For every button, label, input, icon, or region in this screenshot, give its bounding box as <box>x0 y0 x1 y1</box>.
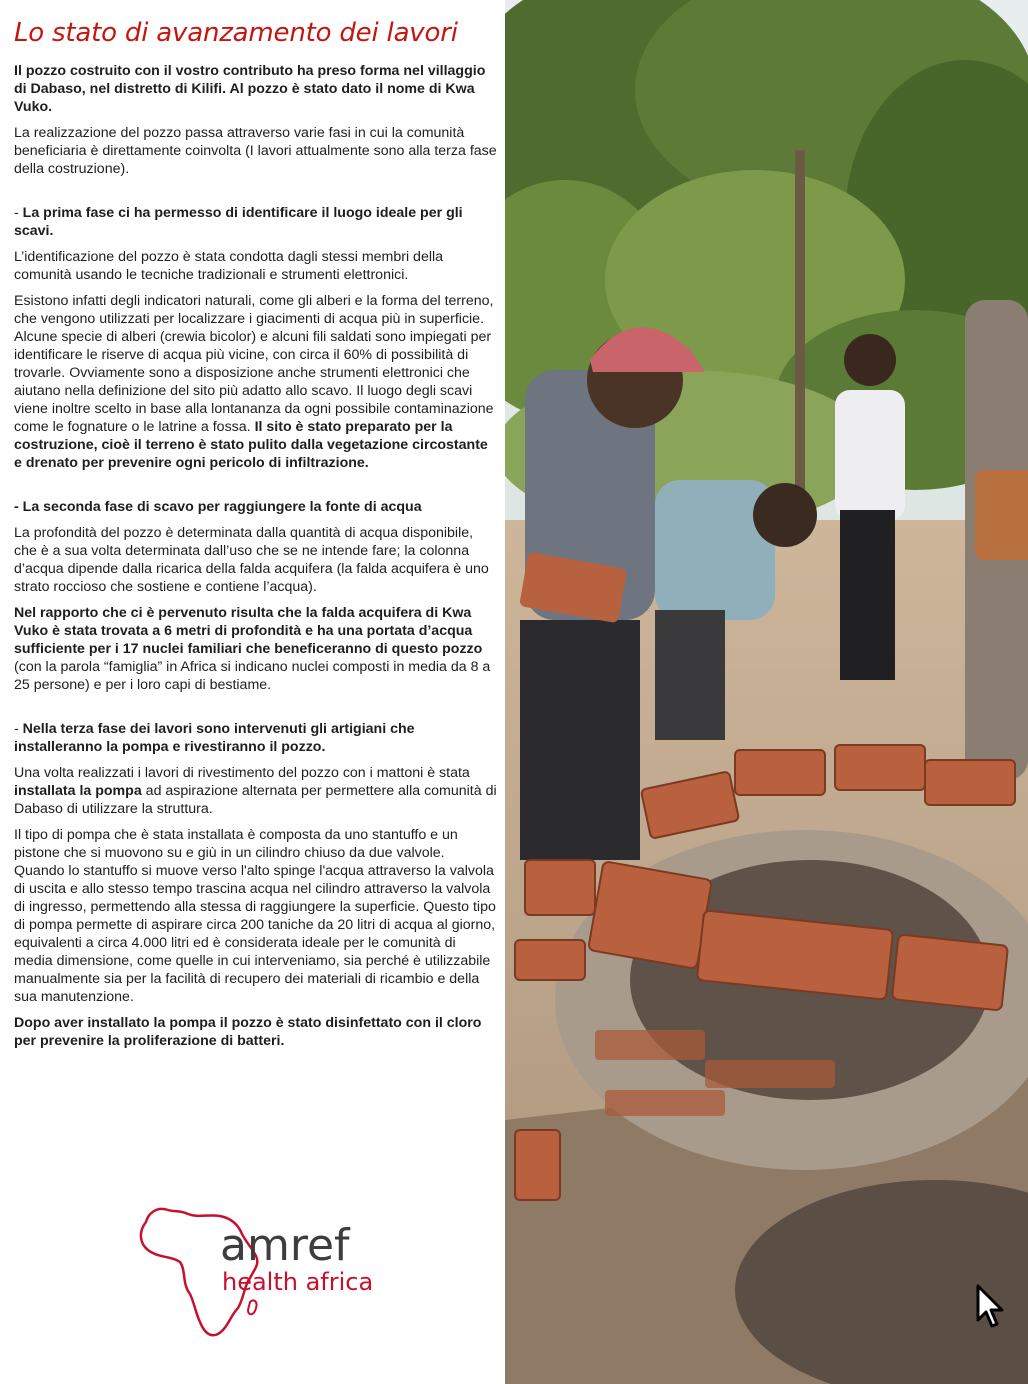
phase3-paragraph-2: Il tipo di pompa che è stata installata è composta da uno stantuffo e un pistone che si muovono su e giù in un cilindro chiuso da due valvole. Quando lo stantuffo si muove verso l'alto spinge l'acqua attraverso la valvola di uscita e allo stesso tempo trascina acqua nel cilindro attraverso la valvola di ingresso, permettendo alla stessa di raggiungere la superficie. Questo tipo di pompa permette di aspirare circa 200 taniche da 20 litri di acqua al giorno, equivalenti a circa 4.000 litri ed è considerata ideale per le comunità di media dimensione, come quelle in cui interveniamo, sia perché è utilizzabile manualmente sia per la facilità di recupero dei materiali di ricambio e della sua manutenzione. <box>14 827 496 1005</box>
amref-logo <box>138 1198 398 1343</box>
phase3-p1-a: Una volta realizzati i lavori di rivestimento del pozzo con i mattoni è stata <box>14 765 470 781</box>
phase1-p2-text: Esistono infatti degli indicatori naturali, come gli alberi e la forma del terreno, che vengono utilizzati per localizzare i giacimenti di acqua più in superficie. Alcune specie di alberi (crewia bicolor) e alcuni fili saldati sono impiegati per identificare le riserve di acqua più vicine, con circa il 60% di possibilità di trovarle. Ovviamente sono a disposizione anche strumenti elettronici che aiutano nella definizione del sito più adatto allo scavo. Il luogo degli scavi viene inoltre scelto in base alla lontananza da ogni possibile contaminazione come le fognature o le latrine a fossa. <box>14 293 494 435</box>
phase1-paragraph-2 <box>14 292 498 472</box>
well-construction-photo <box>505 0 1028 1384</box>
mouse-cursor-icon <box>976 1284 1006 1332</box>
intro-paragraph: La realizzazione del pozzo passa attraverso varie fasi in cui la comunità beneficiaria è direttamente coinvolta (I lavori attualmente sono alla terza fase della costruzione). <box>14 125 497 177</box>
phase1-heading-text: La prima fase ci ha permesso di identificare il luogo ideale per gli scavi. <box>14 205 463 239</box>
phase3-dash: - <box>14 721 23 737</box>
intro-bold: Il pozzo costruito con il vostro contributo ha preso forma nel villaggio di Dabaso, nel distretto di Kilifi. Al pozzo è stato dato il nome di Kwa Vuko. <box>14 63 486 115</box>
phase1-heading <box>14 204 498 240</box>
phase3-paragraph-1 <box>14 764 498 818</box>
phase1-paragraph-1: L’identificazione del pozzo è stata condotta dagli stessi membri della comunità usando le tecniche tradizionali e strumenti elettronici. <box>14 249 444 283</box>
phase2-p2-rest: (con la parola “famiglia” in Africa si indicano nuclei composti in media da 8 a 25 persone) e per i loro capi di bestiame. <box>14 659 491 693</box>
phase2-p2-bold: Nel rapporto che ci è pervenuto risulta che la falda acquifera di Kwa Vuko è stata trovata a 6 metri di profondità e ha una portata d’acqua sufficiente per i 17 nuclei familiari che beneficeranno di questo pozzo <box>14 605 483 657</box>
phase1-dash: - <box>14 205 23 221</box>
page-title: Lo stato di avanzamento dei lavori <box>14 18 458 48</box>
phase3-paragraph-3: Dopo aver installato la pompa il pozzo è stato disinfettato con il cloro per prevenire la proliferazione di batteri. <box>14 1015 482 1049</box>
logo-word: amref <box>220 1220 350 1271</box>
phase3-p1-bold: installata la pompa <box>14 783 142 799</box>
phase3-p1-b: ad aspirazione alternata per permettere alla comunità di Dabaso di utilizzare la struttura. <box>14 783 497 817</box>
phase2-paragraph-1: La profondità del pozzo è determinata dalla quantità di acqua disponibile, che è a sua volta determinata dall’uso che se ne intende fare; la colonna d’acqua dipende dalla ricarica della falda acquifera (la falda acquifera è uno strato roccioso che sostiene e contiene l’acqua). <box>14 525 489 595</box>
phase2-heading: - La seconda fase di scavo per raggiungere la fonte di acqua <box>14 499 422 515</box>
article <box>14 18 498 1058</box>
phase3-heading-text: Nella terza fase dei lavori sono intervenuti gli artigiani che installeranno la pompa e rivestiranno il pozzo. <box>14 721 415 755</box>
logo-tagline: health africa <box>222 1268 374 1296</box>
phase3-heading <box>14 720 498 756</box>
phase1-p2-bold: Il sito è stato preparato per la costruzione, cioè il terreno è stato pulito dalla vegetazione circostante e drenato per prevenire ogni pericolo di infiltrazione. <box>14 419 488 471</box>
phase2-paragraph-2 <box>14 604 498 694</box>
